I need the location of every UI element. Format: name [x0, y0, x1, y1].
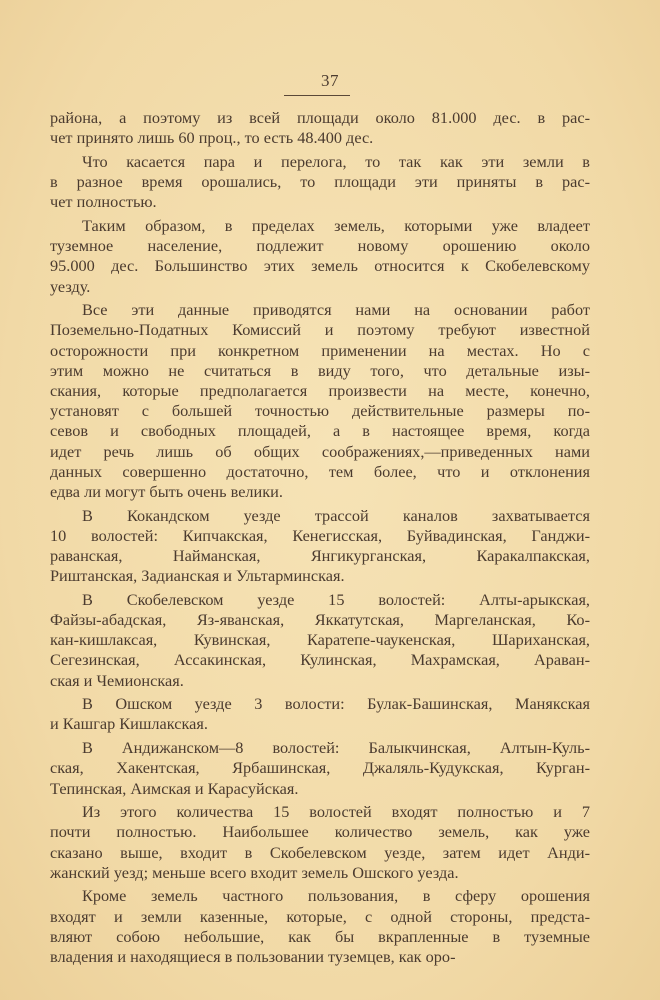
- text-line: сказано выше, входит в Скобелевском уезде, затем идет Анди-: [50, 842, 590, 862]
- text-line: ская и Чемионская.: [50, 670, 184, 690]
- text-line: скания, которые предполагается произвести на месте, конечно,: [50, 380, 590, 400]
- page-number-rule: [284, 95, 350, 96]
- body-text: [50, 108, 590, 971]
- paragraph: [50, 300, 590, 502]
- text-line: уезду.: [50, 276, 91, 296]
- text-line: едва ли могут быть очень велики.: [50, 481, 283, 501]
- text-line: Кроме земель частного пользования, в сферу орошения: [82, 886, 590, 906]
- text-line: почти полностью. Наибольшее количество земель, как уже: [50, 822, 590, 842]
- text-line: В Ошском уезде 3 волости: Булак-Башинская, Манякская: [82, 694, 590, 714]
- text-line: чет полностью.: [50, 192, 157, 212]
- text-line: идет речь лишь об общих соображениях,—приведенных нами: [50, 441, 590, 461]
- text-line: севов и свободных площадей, а в настоящее время, когда: [50, 421, 590, 441]
- paragraph: [50, 694, 590, 734]
- text-line: туземное население, подлежит новому орошению около: [50, 236, 590, 256]
- text-line: владения и находящиеся в пользовании туземцев, как оро-: [50, 947, 456, 966]
- text-line: Тепинская, Аимская и Карасуйская.: [50, 778, 299, 798]
- text-line: Все эти данные приводятся нами на основании работ: [82, 300, 590, 320]
- text-line: этим можно не считаться в виду того, что детальные изы-: [50, 360, 590, 380]
- text-line: жанский уезд; меньше всего входит земель Ошского уезда.: [50, 862, 459, 882]
- text-line: ская, Хакентская, Ярбашинская, Джаляль-Кудукская, Курган-: [50, 758, 590, 778]
- text-line: данных совершенно достаточно, тем более, что и отклонения: [50, 461, 590, 481]
- paragraph: [50, 738, 590, 799]
- text-line: Сегезинская, Ассакинская, Кулинская, Махрамская, Араван-: [50, 650, 590, 670]
- text-line: входят и земли казенные, которые, с одной стороны, предста-: [50, 906, 590, 926]
- text-line: кан-кишлаксая, Кувинская, Каратепе-чаукенская, Шариханская,: [50, 630, 590, 650]
- text-line: и Кашгар Кишлакская.: [50, 714, 208, 734]
- paragraph: [50, 152, 590, 213]
- text-line: В Скобелевском уезде 15 волостей: Алты-арыкская,: [82, 589, 590, 609]
- text-line: района, а поэтому из всей площади около 81.000 дес. в рас-: [50, 108, 590, 127]
- text-line: Таким образом, в пределах земель, которыми уже владеет: [82, 215, 590, 235]
- text-line: Поземельно-Податных Комиссий и поэтому требуют известной: [50, 320, 590, 340]
- text-line: В Кокандском уезде трассой каналов захватывается: [82, 505, 590, 525]
- text-line: вляют собою небольшие, как бы вкрапленные в туземные: [50, 926, 590, 946]
- text-line: Из этого количества 15 волостей входят полностью и 7: [82, 802, 590, 822]
- text-line: чет принято лишь 60 проц., то есть 48.400 дес.: [50, 128, 374, 148]
- paragraph: [50, 216, 590, 297]
- text-line: Риштанская, Задианская и Ультарминская.: [50, 566, 345, 586]
- text-line: 95.000 дес. Большинство этих земель относится к Скобелевскому: [50, 256, 590, 276]
- text-line: в разное время орошались, то площади эти приняты в рас-: [50, 172, 590, 192]
- paragraph: [50, 886, 590, 967]
- text-line: раванская, Найманская, Янгикурганская, Каракалпакская,: [50, 545, 590, 565]
- text-line: В Андижанском—8 волостей: Балыкчинская, Алтын-Куль-: [82, 738, 590, 758]
- text-line: установят с большей точностью действительные размеры по-: [50, 401, 590, 421]
- paragraph: [50, 802, 590, 883]
- paragraph: [50, 108, 590, 148]
- paragraph: [50, 506, 590, 587]
- text-line: 10 волостей: Кипчакская, Кенегисская, Буйвадинская, Ганджи-: [50, 525, 590, 545]
- text-line: осторожности при конкретном применении на местах. Но с: [50, 340, 590, 360]
- page-number: 37: [321, 71, 339, 90]
- paragraph: [50, 590, 590, 691]
- text-line: Что касается пара и перелога, то так как эти земли в: [82, 151, 590, 171]
- text-line: Файзы-абадская, Яз-яванская, Яккатутская, Маргеланская, Ко-: [50, 610, 590, 629]
